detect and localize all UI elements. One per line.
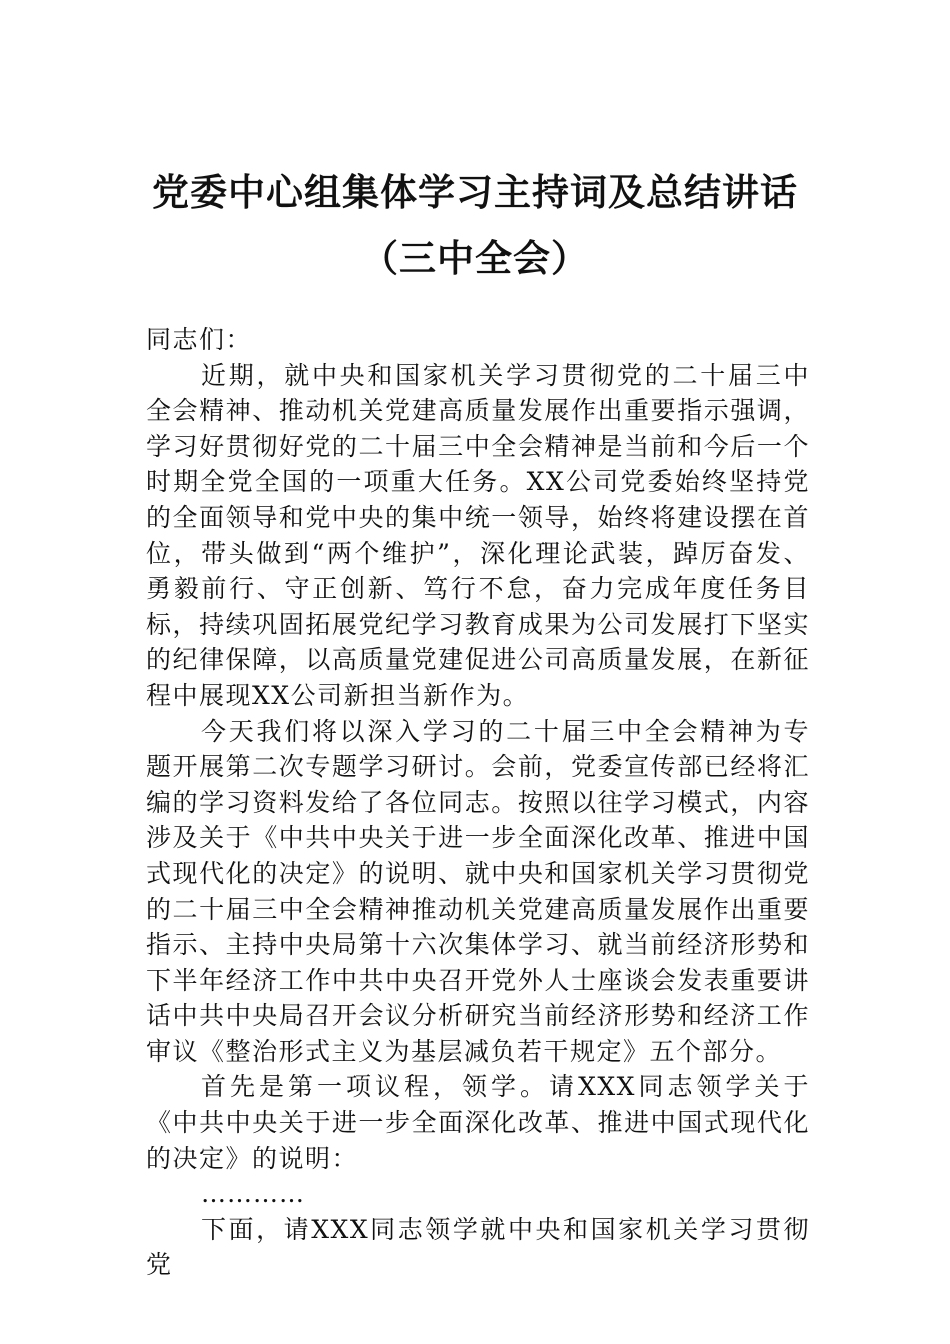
- document-subtitle: （三中全会）: [361, 236, 589, 280]
- salutation: 同志们：: [146, 325, 253, 354]
- paragraph-intro: 近期，就中央和国家机关学习贯彻党的二十届三中全会精神、推动机关党建高质量发展作出重要指示强调，学习好贯彻好党的二十届三中全会精神是当前和今后一个时期全党全国的一项重大任务。XX公司党委始终坚持党的全面领导和党中央的集中统一领导，始终将建设摆在首位，带头做到“两个维护”，深化理论武装，踔厉奋发、勇毅前行、守正创新、笃行不怠，奋力完成年度任务目标，持续巩固拓展党纪学习教育成果为公司发展打下坚实的纪律保障，以高质量党建促进公司高质量发展，在新征程中展现XX公司新担当新作为。: [146, 360, 810, 710]
- paragraph-agenda-first: 首先是第一项议程，领学。请XXX同志领学关于《中共中央关于进一步全面深化改革、推进中国式现代化的决定》的说明：: [146, 1072, 810, 1173]
- ellipsis: …………: [201, 1179, 305, 1209]
- paragraph-topic: 今天我们将以深入学习的二十届三中全会精神为专题开展第二次专题学习研讨。会前，党委宣传部已经将汇编的学习资料发给了各位同志。按照以往学习模式，内容涉及关于《中共中央关于进一步全面深化改革、推进中国式现代化的决定》的说明、就中央和国家机关学习贯彻党的二十届三中全会精神推动机关党建高质量发展作出重要指示、主持中央局第十六次集体学习、就当前经济形势和下半年经济工作中共中央召开党外人士座谈会发表重要讲话中共中央局召开会议分析研究当前经济形势和经济工作审议《整治形式主义为基层减负若干规定》五个部分。: [146, 716, 810, 1066]
- document-title: 党委中心组集体学习主持词及总结讲话: [152, 170, 798, 214]
- document-body: [146, 322, 810, 1283]
- paragraph-next: 下面，请XXX同志领学就中央和国家机关学习贯彻党: [146, 1214, 810, 1280]
